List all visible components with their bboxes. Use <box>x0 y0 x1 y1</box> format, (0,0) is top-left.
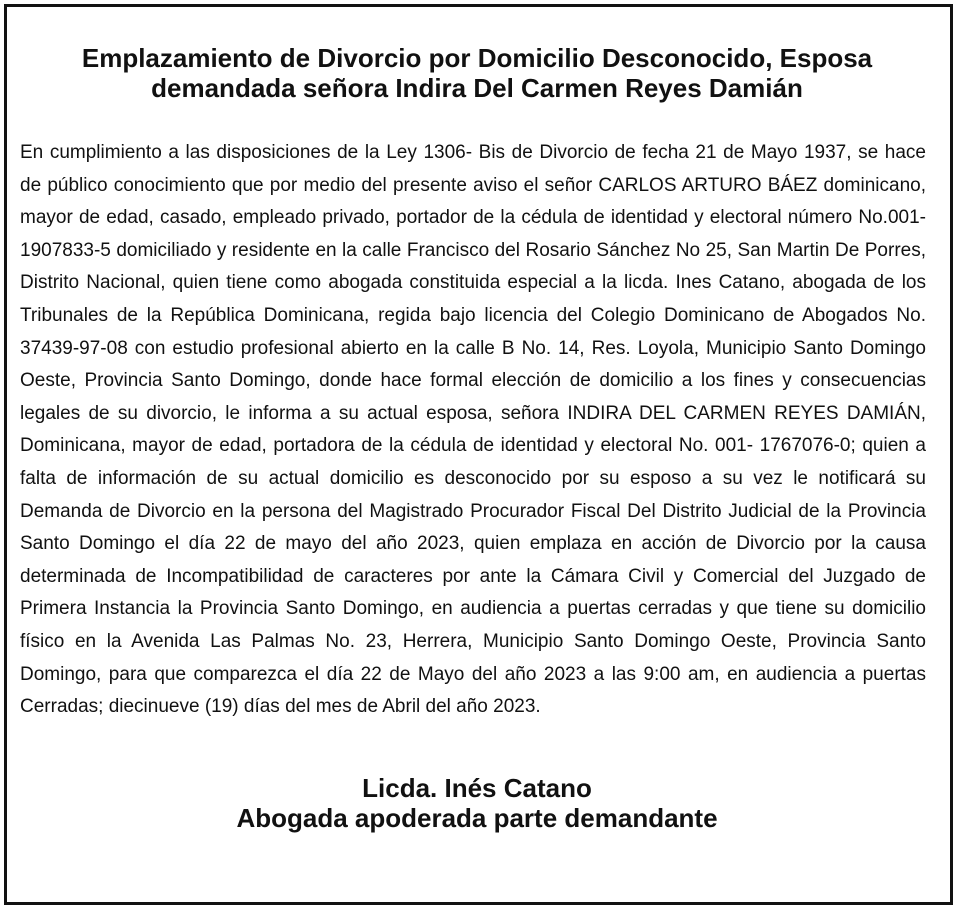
signature-name: Licda. Inés Catano <box>362 773 592 803</box>
notice-title-line-2: demandada señora Indira Del Carmen Reyes Damián <box>151 73 803 103</box>
notice-title-line-1: Emplazamiento de Divorcio por Domicilio Desconocido, Esposa <box>81 43 873 73</box>
notice-title <box>0 43 954 103</box>
notice-body-text: En cumplimiento a las disposiciones de la Ley 1306- Bis de Divorcio de fecha 21 de Mayo 1937, se hace de público conocimiento que por medio del presente aviso el señor CARLOS ARTURO BÁEZ dominicano, mayor de edad, casado, empleado privado, portador de la cédula de identidad y electoral número No.001-1907833-5 domiciliado y residente en la calle Francisco del Rosario Sánchez No 25, San Martin De Porres, Distrito Nacional, quien tiene como abogada constituida especial a la licda. Ines Catano, abogada de los Tribunales de la República Dominicana, regida bajo licencia del Colegio Dominicano de Abogados No. 37439-97-08 con estudio profesional abierto en la calle B No. 14, Res. Loyola, Municipio Santo Domingo Oeste, Provincia Santo Domingo, donde hace formal elección de domicilio a los fines y consecuencias legales de su divorcio, le informa a su actual esposa, señora INDIRA DEL CARMEN REYES DAMIÁN, Dominicana, mayor de edad, portadora de la cédula de identidad y electoral No. 001- 1767076-0; quien a falta de información de su actual domicilio es desconocido por su esposo a su vez le notificará su Demanda de Divorcio en la persona del Magistrado Procurador Fiscal Del Distrito Judicial de la Provincia Santo Domingo el día 22 de mayo del año 2023, quien emplaza en acción de Divorcio por la causa determinada de Incompatibilidad de caracteres por ante la Cámara Civil y Comercial del Juzgado de Primera Instancia la Provincia Santo Domingo, en audiencia a puertas cerradas y que tiene su domicilio físico en la Avenida Las Palmas No. 23, Herrera, Municipio Santo Domingo Oeste, Provincia Santo Domingo, para que comparezca el día 22 de Mayo del año 2023 a las 9:00 am, en audiencia a puertas Cerradas; diecinueve (19) días del mes de Abril del año 2023. <box>20 142 926 718</box>
signature-role: Abogada apoderada parte demandante <box>236 803 718 833</box>
signature-block <box>0 773 954 833</box>
